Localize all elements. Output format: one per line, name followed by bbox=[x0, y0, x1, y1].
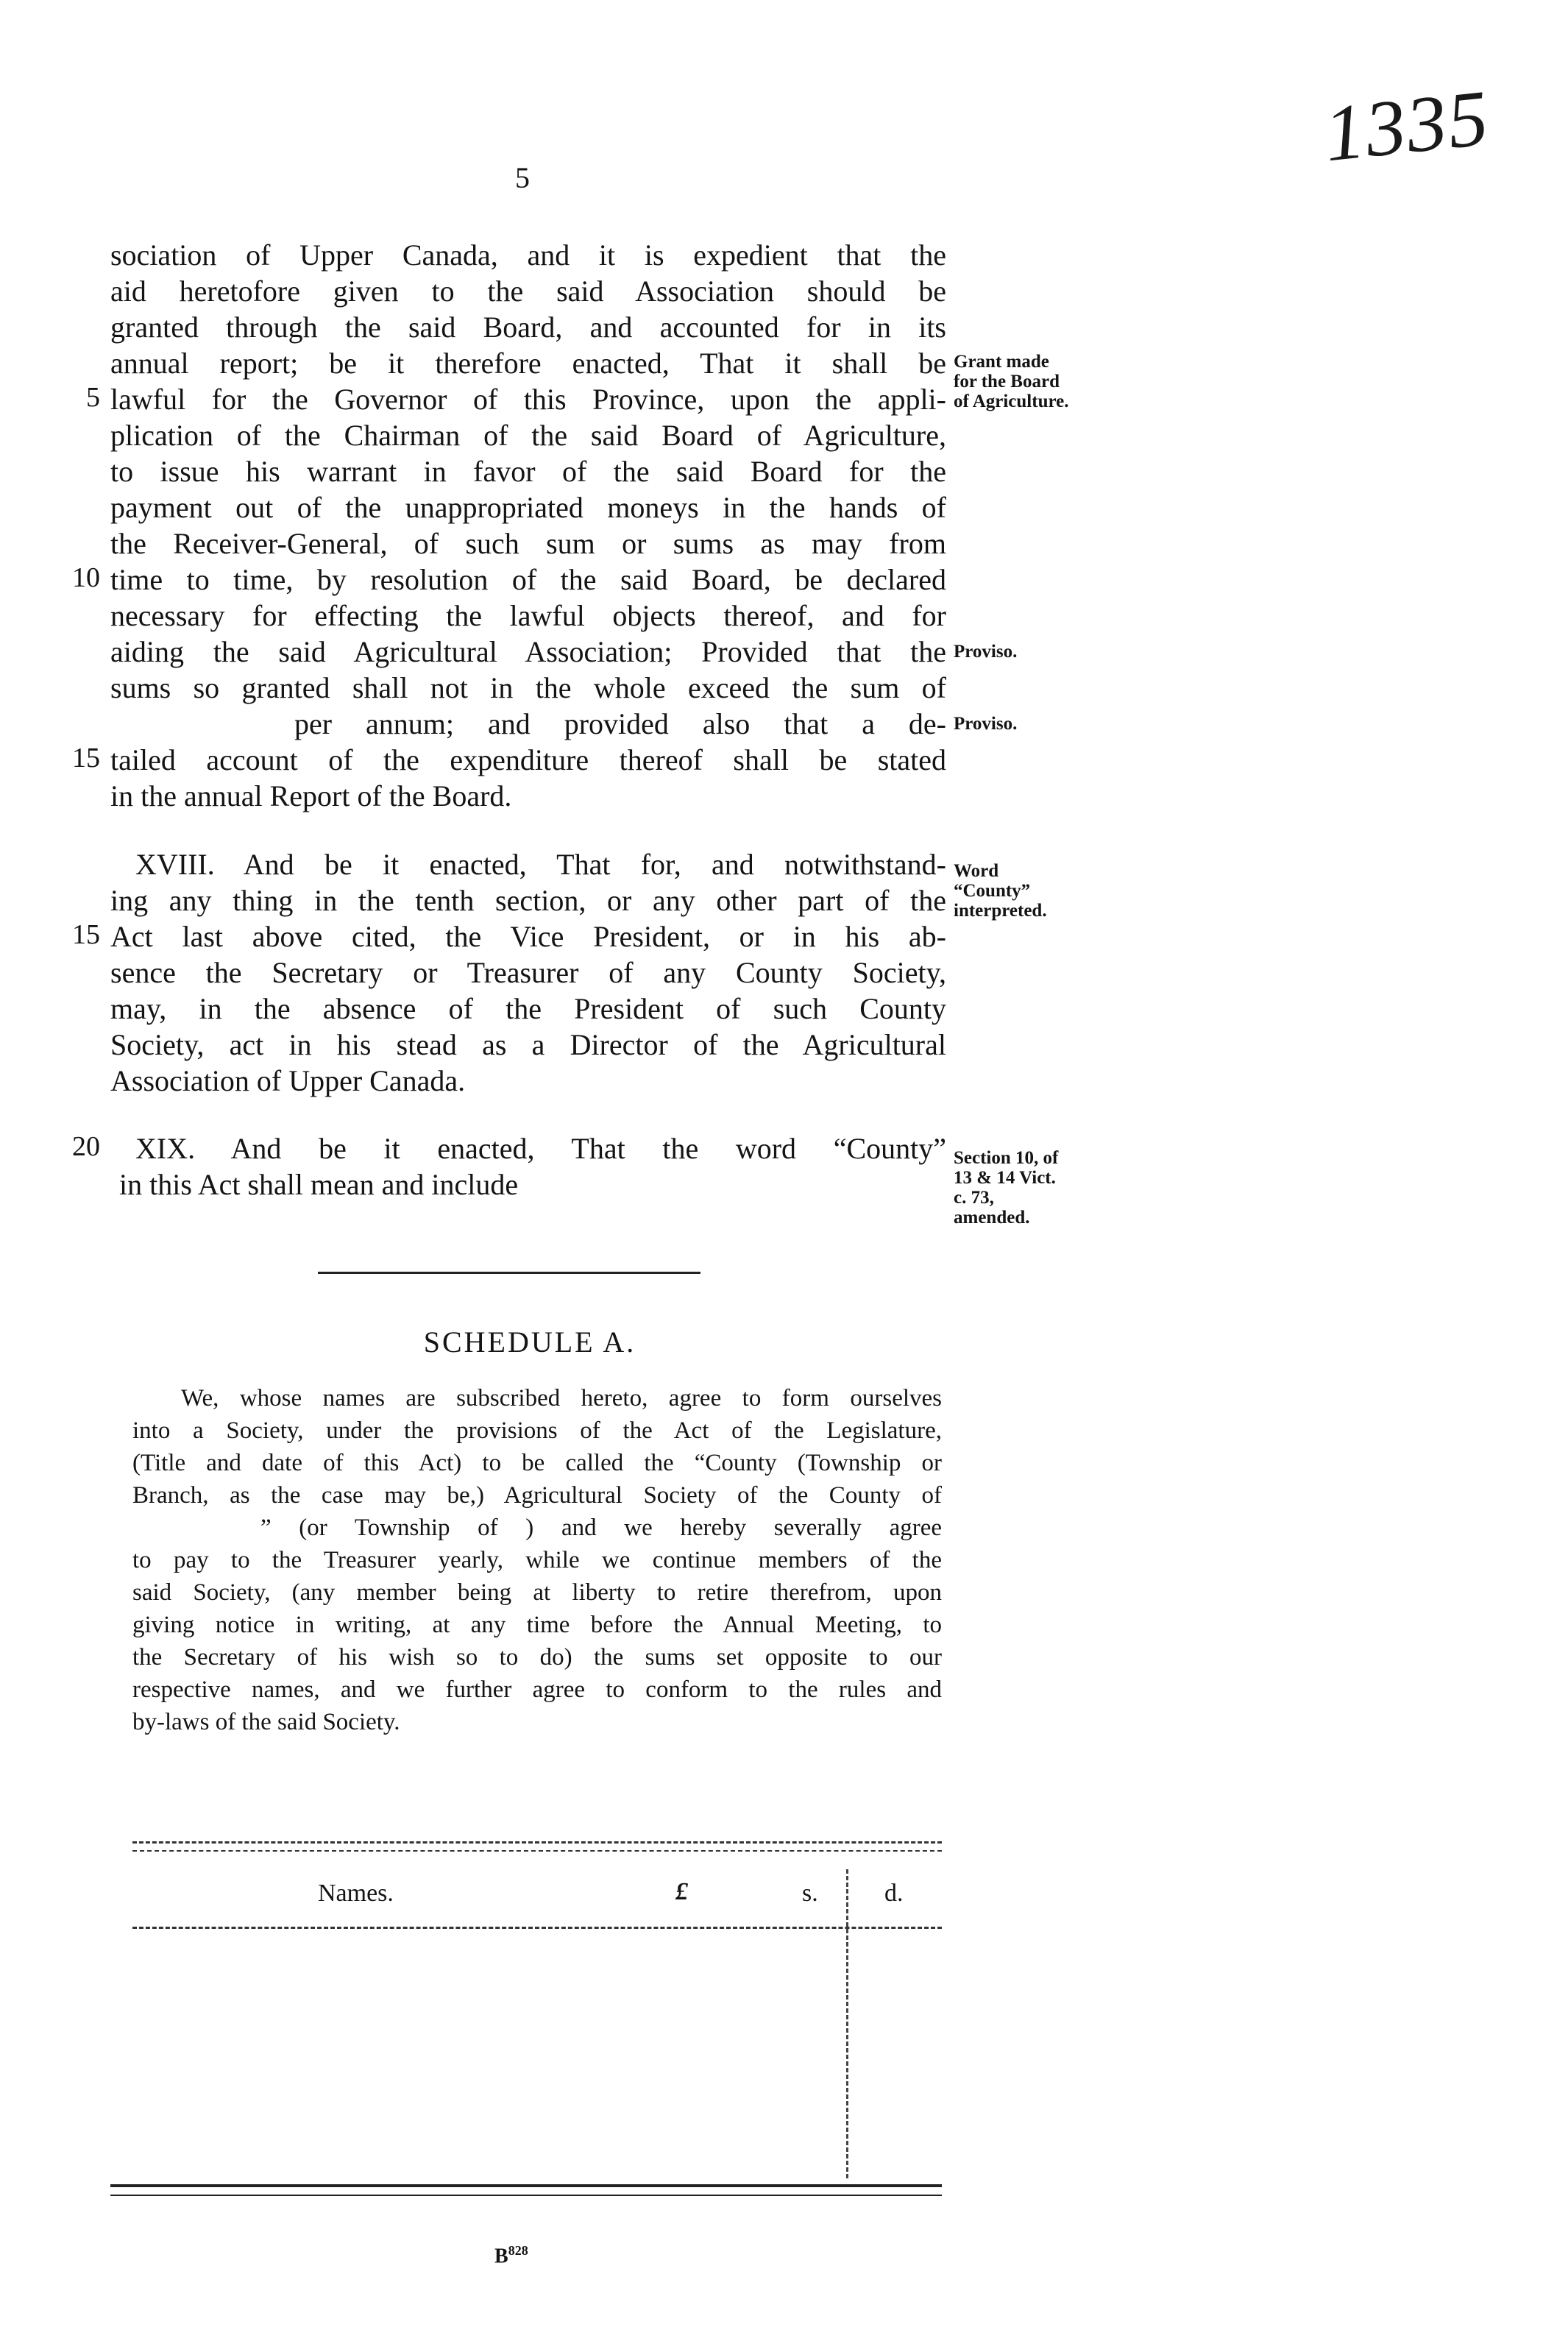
schedule-line: respective names, and we further agree to conform to the rules and bbox=[132, 1676, 942, 1703]
body-line: granted through the said Board, and accounted for in its bbox=[110, 311, 946, 344]
schedule-line: We, whose names are subscribed hereto, agree to form ourselves bbox=[181, 1385, 942, 1412]
body-line: may, in the absence of the President of such County bbox=[110, 992, 946, 1025]
column-pounds: £ bbox=[675, 1878, 688, 1905]
margin-note-county-interpreted: Word “County” interpreted. bbox=[954, 861, 1047, 921]
body-line: sums so granted shall not in the whole exceed the sum of bbox=[110, 671, 946, 704]
line-number: 15 bbox=[72, 919, 100, 950]
body-line: aid heretofore given to the said Association should be bbox=[110, 275, 946, 308]
margin-note-proviso-2: Proviso. bbox=[954, 714, 1018, 734]
line-number: 15 bbox=[72, 743, 100, 773]
body-line: in the annual Report of the Board. bbox=[110, 779, 512, 812]
body-line: lawful for the Governor of this Province, upon the appli- bbox=[110, 383, 946, 416]
body-line: Association of Upper Canada. bbox=[110, 1064, 466, 1097]
body-line: annual report; be it therefore enacted, That it shall be bbox=[110, 347, 946, 380]
table-column-divider bbox=[846, 1869, 848, 2178]
margin-note-proviso-1: Proviso. bbox=[954, 642, 1018, 662]
body-line: in this Act shall mean and include bbox=[119, 1168, 519, 1201]
line-number: 10 bbox=[72, 562, 100, 593]
body-line: Society, act in his stead as a Director of the Agricultural bbox=[110, 1028, 946, 1061]
table-top-rule-2 bbox=[132, 1850, 942, 1852]
schedule-line: ” (or Township of ) and we hereby severally agree bbox=[260, 1515, 942, 1541]
table-header-rule bbox=[132, 1927, 942, 1929]
schedule-title: SCHEDULE A. bbox=[423, 1325, 636, 1359]
table-top-rule bbox=[132, 1841, 942, 1844]
body-line: Act last above cited, the Vice President, or in his ab- bbox=[110, 920, 946, 953]
body-line: payment out of the unappropriated moneys in the hands of bbox=[110, 491, 946, 524]
body-line: to issue his warrant in favor of the said Board for the bbox=[110, 455, 946, 488]
body-line: per annum; and provided also that a de- bbox=[294, 707, 946, 740]
body-line: ing any thing in the tenth section, or any other part of the bbox=[110, 884, 946, 917]
body-line: tailed account of the expenditure thereof shall be stated bbox=[110, 743, 946, 776]
schedule-line: into a Society, under the provisions of the Act of the Legislature, bbox=[132, 1417, 942, 1444]
schedule-line: by-laws of the said Society. bbox=[132, 1709, 400, 1735]
body-line: necessary for effecting the lawful objects thereof, and for bbox=[110, 599, 946, 632]
column-names: Names. bbox=[318, 1880, 394, 1907]
line-number: 5 bbox=[86, 382, 100, 413]
schedule-line: (Title and date of this Act) to be called the “County (Township or bbox=[132, 1450, 942, 1476]
margin-note-section-amended: Section 10, of 13 & 14 Vict. c. 73, amended. bbox=[954, 1148, 1059, 1228]
schedule-line: the Secretary of his wish so to do) the sums set opposite to our bbox=[132, 1644, 942, 1671]
signature-mark: $B^{828}$ bbox=[494, 2243, 528, 2268]
line-number: 20 bbox=[72, 1131, 100, 1162]
body-line: XVIII. And be it enacted, That for, and notwithstand- bbox=[135, 848, 946, 881]
section-divider bbox=[318, 1272, 700, 1274]
table-bottom-rule-2 bbox=[110, 2195, 942, 2196]
body-line: plication of the Chairman of the said Board of Agriculture, bbox=[110, 419, 946, 452]
body-line: time to time, by resolution of the said Board, be declared bbox=[110, 563, 946, 596]
schedule-line: Branch, as the case may be,) Agricultural Society of the County of bbox=[132, 1482, 942, 1509]
schedule-line: said Society, (any member being at liberty to retire therefrom, upon bbox=[132, 1579, 942, 1606]
margin-note-grant: Grant made for the Board of Agriculture. bbox=[954, 352, 1069, 411]
manuscript-number: 1335 bbox=[1320, 74, 1494, 179]
schedule-line: giving notice in writing, at any time before the Annual Meeting, to bbox=[132, 1612, 942, 1638]
page-number: 5 bbox=[515, 161, 530, 194]
body-line: aiding the said Agricultural Association; Provided that the bbox=[110, 635, 946, 668]
body-line: sence the Secretary or Treasurer of any County Society, bbox=[110, 956, 946, 989]
column-pence: d. bbox=[884, 1880, 904, 1907]
column-shillings: s. bbox=[802, 1880, 818, 1907]
body-line: the Receiver-General, of such sum or sums as may from bbox=[110, 527, 946, 560]
body-line: XIX. And be it enacted, That the word “County” bbox=[135, 1132, 946, 1165]
table-bottom-rule bbox=[110, 2184, 942, 2187]
schedule-line: to pay to the Treasurer yearly, while we continue members of the bbox=[132, 1547, 942, 1573]
body-line: sociation of Upper Canada, and it is expedient that the bbox=[110, 238, 946, 272]
